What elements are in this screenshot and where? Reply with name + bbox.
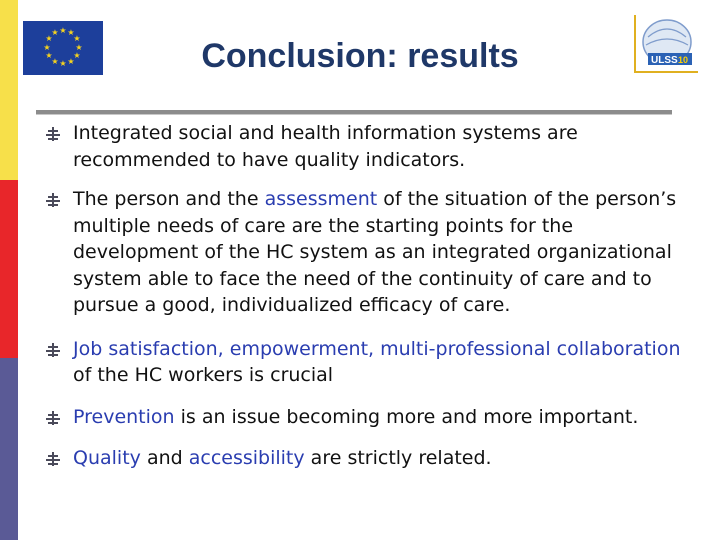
bullet-text-segment: and	[140, 447, 189, 469]
bullet-item	[44, 404, 694, 431]
bullet-list	[44, 120, 694, 472]
svg-text:★: ★	[45, 51, 53, 60]
bullet-text-segment: are strictly related.	[304, 447, 492, 469]
highlighted-term: Prevention	[73, 405, 175, 428]
bullet-item	[44, 120, 694, 173]
bullet-text	[73, 338, 681, 387]
highlighted-term: accessibility	[188, 447, 305, 469]
bullet-item	[44, 336, 694, 389]
bullet-text	[73, 122, 578, 171]
svg-text:★: ★	[67, 28, 75, 37]
page-title: Conclusion: results	[201, 37, 519, 75]
bullet-icon	[46, 343, 60, 357]
bullet-text	[73, 447, 492, 469]
side-bar-purple	[0, 358, 18, 540]
bullet-text-segment: of the HC workers is crucial	[73, 364, 334, 386]
eu-flag-icon	[23, 21, 103, 75]
bullet-icon	[46, 452, 60, 466]
svg-text:★: ★	[73, 34, 81, 43]
bullet-icon	[46, 127, 60, 141]
side-bar-red	[0, 180, 18, 358]
svg-text:★: ★	[59, 26, 67, 35]
bullet-text-segment: is an issue becoming more and more important.	[174, 405, 639, 428]
highlighted-term: Quality	[73, 447, 141, 469]
bullet-item	[44, 186, 694, 319]
highlighted-term: Job satisfaction, empowerment, multi-professional collaboration	[73, 337, 681, 360]
ulss-logo-text: ULSS	[651, 55, 678, 66]
bullet-text-segment: Integrated social and health information systems are recommended to have quality indicators.	[73, 122, 578, 171]
highlighted-term: assessment	[264, 188, 378, 210]
side-bar-yellow	[0, 0, 18, 180]
svg-text:★: ★	[75, 43, 83, 52]
svg-text:★: ★	[45, 34, 53, 43]
svg-text:★: ★	[73, 51, 81, 60]
title-divider	[36, 110, 672, 115]
svg-text:★: ★	[59, 59, 67, 68]
eu-stars	[23, 21, 103, 75]
svg-text:★: ★	[51, 57, 59, 66]
ulss-logo-icon	[634, 15, 698, 73]
svg-text:★: ★	[51, 28, 59, 37]
bullet-text-segment: The person and the	[73, 188, 265, 210]
bullet-text-segment: of the situation of the person’s multiple needs of care are the starting points for the development of the HC system as an integrated organizational system able to face the need of the continuity of care and to pursue a good, individualized efficacy of care.	[73, 188, 677, 316]
bullet-item	[44, 445, 694, 472]
bullet-icon	[46, 411, 60, 425]
bullet-text	[73, 188, 676, 316]
bullet-icon	[46, 193, 60, 207]
ulss-logo-number: 10	[678, 55, 689, 65]
svg-text:★: ★	[67, 57, 75, 66]
bullet-text	[73, 406, 638, 428]
svg-text:★: ★	[43, 43, 51, 52]
